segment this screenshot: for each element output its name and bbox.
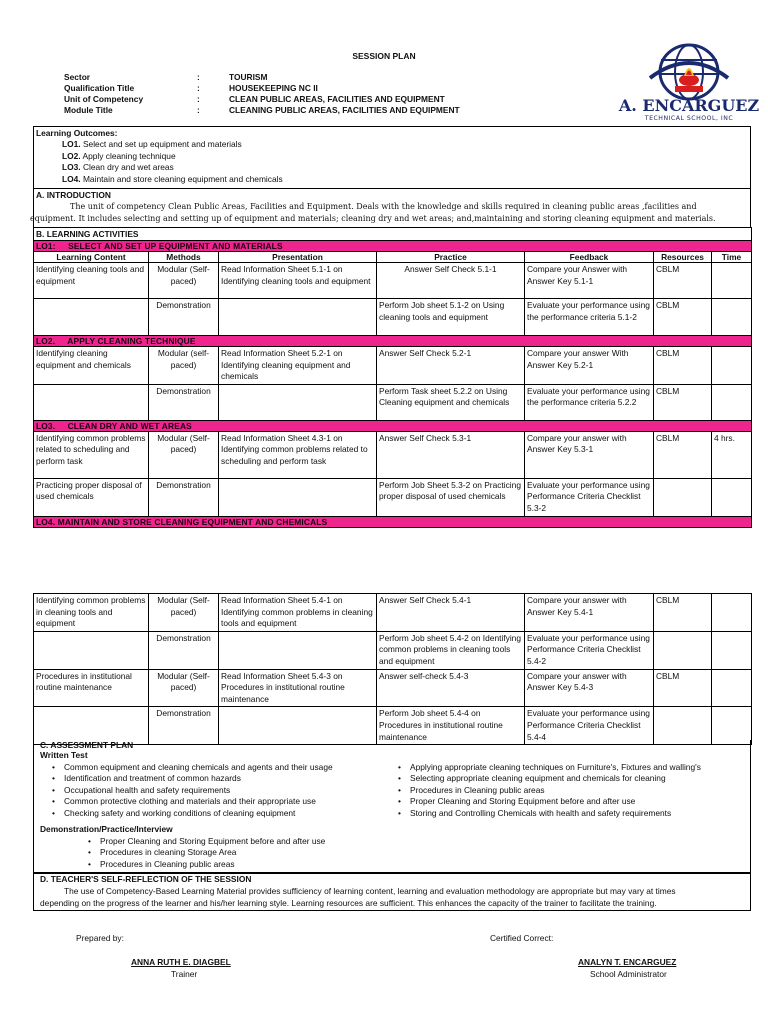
outcome-code: LO1. (62, 139, 81, 149)
list-item: • Procedures in cleaning Storage Area (82, 847, 482, 858)
column-header: Practice (377, 252, 525, 263)
lo-title: APPLY CLEANING TECHNIQUE (67, 336, 196, 346)
presentation-cell (219, 631, 377, 669)
demonstration-list (82, 836, 482, 870)
column-header: Learning Content (34, 252, 149, 263)
prepared-by-label: Prepared by: (76, 933, 124, 943)
introduction-text: equipment. It includes selecting and setting up of equipment and materials; cleaning dry and wet areas; and,maintaining and storing cleaning equipment and materials. (30, 214, 716, 223)
feedback-cell: Evaluate your performance using the performance criteria 5.2.2 (525, 384, 654, 420)
school-logo (618, 40, 760, 122)
column-header: Time (712, 252, 752, 263)
outcome-item (62, 151, 176, 161)
time-cell (712, 384, 752, 420)
header-row-unit (64, 94, 534, 105)
method-cell: Demonstration (149, 631, 219, 669)
lo-header-row (34, 516, 752, 527)
outcome-code: LO3. (62, 162, 81, 172)
content-cell: Practicing proper disposal of used chemicals (34, 478, 149, 516)
header-key: Sector (64, 72, 91, 82)
outcome-text: Maintain and store cleaning equipment and chemicals (82, 174, 283, 184)
header-row-module (64, 105, 534, 116)
lo-title: SELECT AND SET UP EQUIPMENT AND MATERIALS (68, 241, 283, 251)
learning-activities-table (33, 227, 752, 528)
table-row (34, 594, 752, 632)
resources-cell (654, 707, 712, 745)
method-cell: Modular (Self-paced) (149, 431, 219, 478)
header-row-qualification (64, 83, 534, 94)
written-test-list-right (392, 762, 750, 819)
list-item: • Proper Cleaning and Storing Equipment before and after use (392, 796, 750, 807)
feedback-cell: Evaluate your performance using the performance criteria 5.1-2 (525, 299, 654, 336)
outcome-text: Apply cleaning technique (82, 151, 176, 161)
column-header: Presentation (219, 252, 377, 263)
lo-code: LO4. (36, 516, 56, 527)
outcome-code: LO2. (62, 151, 81, 161)
column-header-row (34, 252, 752, 263)
method-cell: Demonstration (149, 478, 219, 516)
table-row (34, 431, 752, 478)
certified-correct-label: Certified Correct: (490, 933, 554, 943)
introduction-section (30, 189, 751, 227)
administrator-name: ANALYN T. ENCARGUEZ (578, 957, 677, 967)
table-row (34, 669, 752, 707)
time-cell (712, 594, 752, 632)
lo1-heading (34, 241, 752, 252)
column-header: Methods (149, 252, 219, 263)
header-colon: : (197, 105, 200, 115)
presentation-cell: Read Information Sheet 5.1-1 on Identifying cleaning tools and equipment (219, 263, 377, 299)
learning-outcomes-heading: Learning Outcomes: (36, 128, 118, 138)
lo-title: MAINTAIN AND STORE CLEANING EQUIPMENT AND CHEMICALS (57, 516, 328, 527)
learning-outcomes-box (33, 126, 751, 189)
header-value: HOUSEKEEPING NC II (229, 83, 318, 93)
practice-cell: Answer self-check 5.4-3 (377, 669, 525, 707)
assessment-plan-section (33, 740, 751, 873)
trainer-name: ANNA RUTH E. DIAGBEL (131, 957, 231, 967)
lo4-activities-table (33, 593, 752, 745)
table-row (34, 707, 752, 745)
lo-title: CLEAN DRY AND WET AREAS (67, 420, 192, 431)
trainer-role: Trainer (171, 969, 198, 979)
resources-cell: CBLM (654, 431, 712, 478)
method-cell: Demonstration (149, 299, 219, 336)
table-row (34, 263, 752, 299)
presentation-cell: Read Information Sheet 4.3-1 on Identifying common problems related to scheduling and perform task (219, 431, 377, 478)
list-item: • Selecting appropriate cleaning equipment and chemicals for cleaning (392, 773, 750, 784)
header-value: CLEAN PUBLIC AREAS, FACILITIES AND EQUIPMENT (229, 94, 445, 104)
practice-cell: Perform Job Sheet 5.3-2 on Practicing proper disposal of used chemicals (377, 478, 525, 516)
written-test-list-left (46, 762, 406, 819)
list-item: • Proper Cleaning and Storing Equipment before and after use (82, 836, 482, 847)
content-cell (34, 384, 149, 420)
header-colon: : (197, 94, 200, 104)
resources-cell (654, 478, 712, 516)
feedback-cell: Compare your answer with Answer Key 5.3-1 (525, 431, 654, 478)
time-cell (712, 263, 752, 299)
content-cell: Identifying common problems related to scheduling and perform task (34, 431, 149, 478)
header-value: CLEANING PUBLIC AREAS, FACILITIES AND EQUIPMENT (229, 105, 460, 115)
table-row (34, 384, 752, 420)
resources-cell: CBLM (654, 594, 712, 632)
lo-header-row (34, 336, 752, 347)
reflection-section (33, 873, 751, 911)
time-cell (712, 707, 752, 745)
lo-code: LO3. (36, 420, 56, 431)
feedback-cell: Evaluate your performance using Performance Criteria Checklist 5.3-2 (525, 478, 654, 516)
list-item: • Storing and Controlling Chemicals with health and safety requirements (392, 808, 750, 819)
presentation-cell (219, 384, 377, 420)
resources-cell: CBLM (654, 669, 712, 707)
column-header: Resources (654, 252, 712, 263)
learning-activities-heading: B. LEARNING ACTIVITIES (34, 228, 752, 241)
list-item: • Applying appropriate cleaning techniques on Furniture's, Fixtures and walling's (392, 762, 750, 773)
feedback-cell: Compare your answer with Answer Key 5.4-1 (525, 594, 654, 632)
list-item: • Occupational health and safety requirements (46, 785, 406, 796)
column-header: Feedback (525, 252, 654, 263)
table-row (34, 347, 752, 385)
header-key: Unit of Competency (64, 94, 144, 104)
presentation-cell: Read Information Sheet 5.2-1 on Identifying cleaning equipment and chemicals (219, 347, 377, 385)
document-title: SESSION PLAN (352, 51, 416, 61)
feedback-cell: Evaluate your performance using Performance Criteria Checklist 5.4-4 (525, 707, 654, 745)
outcome-text: Clean dry and wet areas (82, 162, 174, 172)
lo-code: LO2. (36, 336, 56, 346)
list-item: • Procedures in Cleaning public areas (82, 859, 482, 870)
outcome-text: Select and set up equipment and materials (82, 139, 242, 149)
method-cell: Modular (self-paced) (149, 347, 219, 385)
outcome-item (62, 174, 283, 184)
presentation-cell: Read Information Sheet 5.4-1 on Identifying common problems in cleaning tools and equipment (219, 594, 377, 632)
outcome-code: LO4. (62, 174, 81, 184)
feedback-cell: Compare your answer with Answer Key 5.4-3 (525, 669, 654, 707)
presentation-cell (219, 707, 377, 745)
practice-cell: Answer Self Check 5.1-1 (377, 263, 525, 299)
written-test-heading: Written Test (40, 750, 88, 760)
demonstration-heading: Demonstration/Practice/Interview (40, 824, 173, 834)
lo3-heading (34, 420, 752, 431)
list-item: • Procedures in Cleaning public areas (392, 785, 750, 796)
outcome-item (62, 162, 174, 172)
header-key: Module Title (64, 105, 113, 115)
content-cell: Procedures in institutional routine maintenance (34, 669, 149, 707)
feedback-cell: Compare your answer With Answer Key 5.2-1 (525, 347, 654, 385)
assessment-heading: C. ASSESSMENT PLAN (40, 740, 134, 750)
list-item: • Checking safety and working conditions of cleaning equipment (46, 808, 406, 819)
feedback-cell: Evaluate your performance using Performance Criteria Checklist 5.4-2 (525, 631, 654, 669)
resources-cell: CBLM (654, 384, 712, 420)
lo2-heading (34, 336, 752, 347)
practice-cell: Answer Self Check 5.4-1 (377, 594, 525, 632)
time-cell (712, 299, 752, 336)
lo-code: LO1: (36, 241, 56, 251)
list-item: • Common equipment and cleaning chemicals and agents and their usage (46, 762, 406, 773)
section-row (34, 228, 752, 241)
administrator-role: School Administrator (590, 969, 667, 979)
presentation-cell (219, 299, 377, 336)
reflection-text: The use of Competency-Based Learning Material provides sufficiency of learning content, learning and evaluation methodology are appropriate but may vary at times (64, 886, 676, 896)
reflection-heading: D. TEACHER'S SELF-REFLECTION OF THE SESSION (40, 874, 252, 884)
content-cell (34, 707, 149, 745)
practice-cell: Answer Self Check 5.2-1 (377, 347, 525, 385)
introduction-text: The unit of competency Clean Public Areas, Facilities and Equipment. Deals with the knowledge and skills required in cleaning public areas ,facilities and (70, 202, 697, 211)
practice-cell: Perform Job sheet 5.4-2 on Identifying common problems in cleaning tools and equipment (377, 631, 525, 669)
list-item: • Common protective clothing and materials and their appropriate use (46, 796, 406, 807)
list-item: • Identification and treatment of common hazards (46, 773, 406, 784)
resources-cell: CBLM (654, 347, 712, 385)
content-cell (34, 299, 149, 336)
method-cell: Modular (Self-paced) (149, 263, 219, 299)
introduction-heading: A. INTRODUCTION (36, 190, 111, 200)
method-cell: Modular (Self-paced) (149, 594, 219, 632)
time-cell (712, 669, 752, 707)
resources-cell (654, 631, 712, 669)
lo-header-row (34, 420, 752, 431)
logo-name: A. ENCARGUEZ (618, 96, 760, 115)
presentation-cell: Read Information Sheet 5.4-3 on Procedures in institutional routine maintenance (219, 669, 377, 707)
header-colon: : (197, 72, 200, 82)
presentation-cell (219, 478, 377, 516)
reflection-text: depending on the progress of the learner and his/her learning style. Learning resources are sufficient. This enhances the capacity of the trainer to facilitate the training. (40, 898, 657, 908)
content-cell: Identifying common problems in cleaning tools and equipment (34, 594, 149, 632)
time-cell (712, 478, 752, 516)
feedback-cell: Compare your Answer with Answer Key 5.1-1 (525, 263, 654, 299)
logo-subtitle: TECHNICAL SCHOOL, INC (644, 115, 734, 122)
torch-icon (675, 68, 703, 92)
content-cell: Identifying cleaning tools and equipment (34, 263, 149, 299)
method-cell: Demonstration (149, 384, 219, 420)
content-cell (34, 631, 149, 669)
method-cell: Demonstration (149, 707, 219, 745)
lo-header-row (34, 241, 752, 252)
practice-cell: Perform Job sheet 5.1-2 on Using cleaning tools and equipment (377, 299, 525, 336)
time-cell (712, 631, 752, 669)
lo4-heading (34, 516, 752, 527)
header-colon: : (197, 83, 200, 93)
method-cell: Modular (Self-paced) (149, 669, 219, 707)
time-cell: 4 hrs. (712, 431, 752, 478)
table-row (34, 299, 752, 336)
resources-cell: CBLM (654, 263, 712, 299)
header-row-sector (64, 72, 534, 83)
time-cell (712, 347, 752, 385)
outcome-item (62, 139, 242, 149)
table-row (34, 478, 752, 516)
content-cell: Identifying cleaning equipment and chemicals (34, 347, 149, 385)
practice-cell: Answer Self Check 5.3-1 (377, 431, 525, 478)
header-value: TOURISM (229, 72, 268, 82)
practice-cell: Perform Job sheet 5.4-4 on Procedures in institutional routine maintenance (377, 707, 525, 745)
table-row (34, 631, 752, 669)
header-key: Qualification Title (64, 83, 135, 93)
resources-cell: CBLM (654, 299, 712, 336)
practice-cell: Perform Task sheet 5.2.2 on Using Cleaning equipment and chemicals (377, 384, 525, 420)
